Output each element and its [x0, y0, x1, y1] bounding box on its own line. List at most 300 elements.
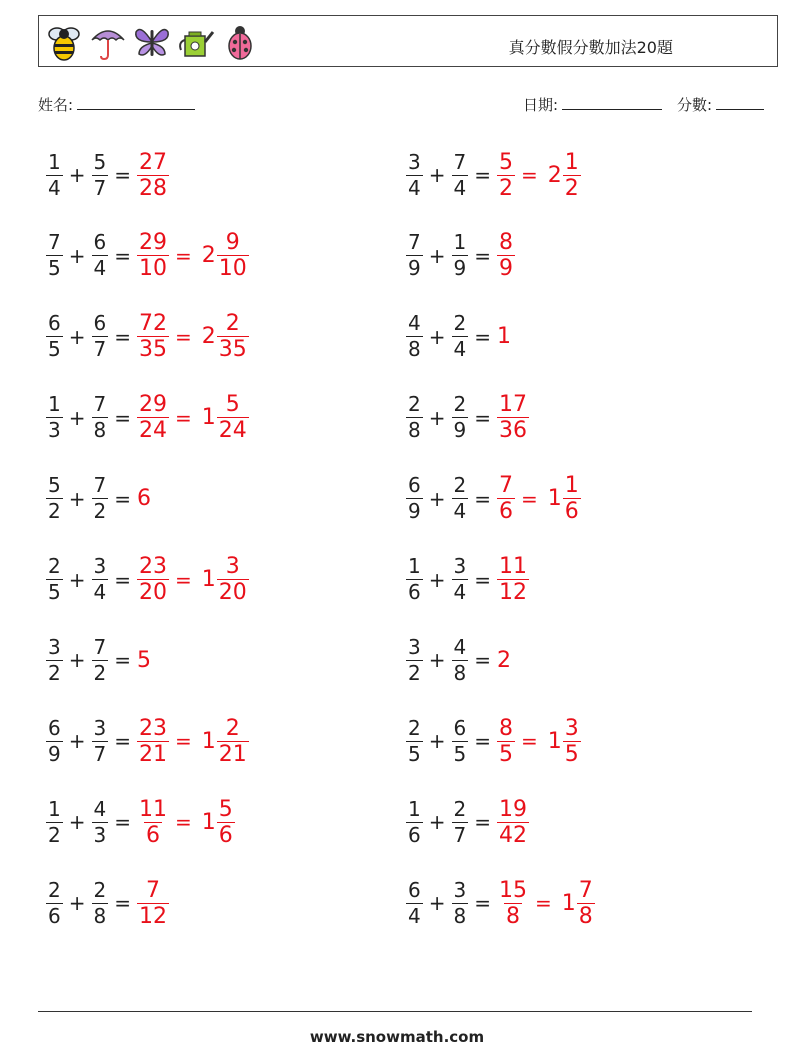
addend-b-numerator: 4 — [453, 634, 467, 659]
mixed-fraction-numerator: 7 — [578, 877, 593, 903]
addend-a-numerator: 2 — [48, 554, 61, 578]
equals-sign: = — [114, 567, 131, 592]
addend-a-numerator: 3 — [408, 634, 421, 659]
date-blank[interactable] — [562, 95, 662, 110]
answer — [137, 797, 235, 848]
addend-b-denominator: 8 — [453, 660, 467, 685]
addend-b — [452, 716, 469, 767]
answer-fraction — [497, 554, 529, 605]
score-label: 分數: — [677, 96, 713, 114]
addend-a-denominator: 6 — [408, 580, 421, 604]
addend-a — [406, 635, 423, 686]
answer — [137, 486, 151, 511]
addend-b — [92, 797, 109, 848]
equals-sign: = — [114, 163, 131, 187]
answer-fraction-numerator: 8 — [499, 230, 513, 256]
mixed-whole: 2 — [201, 324, 216, 350]
addend-b-denominator: 8 — [93, 418, 107, 443]
footer-divider — [38, 1011, 752, 1012]
plus-sign: + — [428, 243, 446, 268]
addend-a-denominator: 4 — [408, 175, 421, 200]
addend-b — [452, 473, 469, 524]
equals-sign: = — [474, 486, 491, 511]
answer-fraction-numerator: 23 — [139, 554, 167, 579]
addend-a-numerator: 2 — [48, 877, 61, 902]
answer-fraction — [137, 230, 169, 281]
addend-a-denominator: 2 — [48, 822, 61, 847]
answer-fraction — [137, 150, 169, 201]
answer-fraction-numerator: 17 — [499, 392, 527, 418]
addend-a — [46, 716, 63, 767]
addend-b-numerator: 6 — [453, 715, 467, 740]
answer-equals-sign: = — [521, 729, 538, 754]
addend-b — [452, 554, 469, 605]
addend-a — [46, 878, 63, 929]
answer-fraction — [497, 230, 515, 281]
answer — [497, 473, 581, 524]
answer-integer: 5 — [137, 647, 151, 673]
addend-a-denominator: 3 — [48, 418, 61, 443]
equals-sign: = — [114, 243, 131, 268]
addend-a-numerator: 7 — [408, 230, 421, 255]
answer-fraction-numerator: 27 — [139, 149, 167, 175]
plus-sign: + — [428, 810, 446, 835]
name-blank[interactable] — [77, 95, 195, 110]
answer-fraction-denominator: 9 — [499, 256, 513, 282]
addend-a-denominator: 5 — [48, 337, 61, 362]
addend-b — [92, 554, 109, 605]
problem-1 — [46, 143, 169, 207]
addend-b-numerator: 7 — [453, 149, 467, 174]
score-field — [677, 94, 764, 115]
addend-a-numerator: 5 — [48, 473, 61, 498]
addend-b-numerator: 7 — [93, 392, 107, 417]
mixed-fraction-denominator: 6 — [564, 499, 579, 525]
addend-b-denominator: 4 — [453, 175, 467, 200]
problem-3 — [46, 224, 249, 288]
plus-sign: + — [68, 324, 86, 349]
addend-b — [92, 716, 109, 767]
addend-a-numerator: 3 — [408, 149, 421, 174]
addend-b-denominator: 4 — [93, 580, 107, 604]
problem-11 — [46, 548, 249, 612]
answer-fraction — [497, 473, 515, 524]
addend-a-denominator: 9 — [408, 256, 421, 281]
addend-b-denominator: 8 — [453, 903, 467, 928]
mixed-whole: 2 — [201, 243, 216, 269]
addend-a — [406, 473, 423, 524]
problem-13 — [46, 628, 151, 692]
mixed-fraction — [217, 716, 249, 767]
addend-a-numerator: 4 — [408, 311, 421, 336]
answer-equals-sign: = — [175, 405, 192, 430]
addend-b-denominator: 4 — [93, 256, 107, 281]
addend-b-numerator: 7 — [93, 473, 107, 498]
mixed-whole: 1 — [201, 567, 216, 592]
mixed-fraction-denominator: 21 — [218, 741, 247, 767]
answer-fraction — [137, 878, 169, 929]
addend-b-numerator: 3 — [453, 877, 467, 902]
addend-b-denominator: 7 — [93, 741, 107, 766]
addend-b — [92, 635, 109, 686]
mixed-fraction-numerator: 5 — [225, 392, 240, 418]
addend-b — [452, 230, 469, 281]
addend-b-numerator: 3 — [453, 554, 467, 578]
addend-b-numerator: 4 — [93, 796, 107, 821]
answer-equals-sign: = — [175, 567, 192, 592]
answer — [137, 716, 249, 767]
answer-fraction — [497, 878, 529, 929]
addend-b-denominator: 7 — [453, 822, 467, 847]
mixed-fraction-numerator: 3 — [225, 554, 240, 579]
answer-fraction-denominator: 42 — [499, 822, 527, 848]
addend-b — [452, 878, 469, 929]
mixed-fraction-numerator: 9 — [225, 230, 240, 256]
plus-sign: + — [428, 891, 446, 916]
date-label: 日期: — [523, 96, 559, 114]
addend-a-numerator: 1 — [408, 796, 421, 821]
answer-fraction-denominator: 5 — [499, 741, 513, 767]
answer-fraction-numerator: 29 — [139, 230, 167, 256]
answer — [497, 648, 511, 673]
addend-a — [406, 554, 423, 605]
problem-5 — [46, 305, 249, 369]
answer — [137, 150, 169, 201]
score-blank[interactable] — [716, 95, 764, 110]
answer-fraction-numerator: 15 — [499, 877, 527, 903]
addend-a-numerator: 1 — [48, 796, 61, 821]
addend-a-denominator: 4 — [408, 903, 421, 928]
plus-sign: + — [68, 243, 86, 268]
equals-sign: = — [474, 891, 491, 916]
equals-sign: = — [114, 486, 131, 511]
addend-a-numerator: 6 — [48, 311, 61, 336]
addend-b-denominator: 2 — [93, 499, 107, 524]
footer-site: www.snowmath.com — [309, 1028, 485, 1046]
answer — [137, 392, 249, 443]
answer-fraction-numerator: 29 — [139, 392, 167, 418]
addend-a — [46, 150, 63, 201]
answer-fraction-numerator: 7 — [499, 473, 513, 499]
mixed-fraction-denominator: 35 — [218, 337, 247, 363]
mixed-fraction-denominator: 6 — [218, 822, 233, 848]
answer-fraction — [137, 797, 169, 848]
mixed-fraction-denominator: 8 — [578, 903, 593, 929]
addend-b-denominator: 3 — [93, 822, 107, 847]
addend-a — [406, 797, 423, 848]
addend-a-denominator: 4 — [48, 175, 61, 200]
addend-a-denominator: 8 — [408, 337, 421, 362]
answer-fraction-denominator: 21 — [139, 741, 167, 767]
mixed-fraction-numerator: 2 — [225, 311, 240, 337]
addend-b — [452, 635, 469, 686]
answer-fraction-numerator: 72 — [139, 311, 167, 337]
bee-icon — [45, 22, 83, 62]
addend-a — [406, 392, 423, 443]
addend-b-denominator: 4 — [453, 337, 467, 362]
addend-a — [406, 150, 423, 201]
answer-integer: 1 — [497, 324, 511, 350]
problem-10 — [406, 467, 581, 531]
problem-16 — [406, 709, 581, 773]
addend-a-denominator: 9 — [408, 499, 421, 524]
addend-a — [46, 473, 63, 524]
addend-b-numerator: 2 — [453, 311, 467, 336]
addend-b-denominator: 5 — [453, 741, 467, 766]
answer — [497, 797, 529, 848]
plus-sign: + — [68, 810, 86, 835]
addend-a-denominator: 8 — [408, 418, 421, 443]
addend-a — [46, 635, 63, 686]
name-field — [38, 94, 195, 115]
addend-a-numerator: 6 — [408, 473, 421, 498]
watering-can-icon — [177, 22, 215, 62]
mixed-whole: 2 — [547, 162, 562, 188]
equals-sign: = — [474, 163, 491, 187]
equals-sign: = — [114, 324, 131, 349]
addend-a-numerator: 1 — [408, 554, 421, 578]
addend-b — [92, 878, 109, 929]
addend-b-numerator: 2 — [453, 796, 467, 821]
addend-b — [452, 311, 469, 362]
addend-a — [406, 311, 423, 362]
plus-sign: + — [428, 729, 446, 754]
addend-b — [92, 392, 109, 443]
umbrella-icon — [89, 22, 127, 62]
mixed-fraction — [217, 392, 249, 443]
answer-fraction — [137, 716, 169, 767]
equals-sign: = — [474, 405, 491, 430]
plus-sign: + — [428, 405, 446, 430]
addend-a-numerator: 6 — [408, 877, 421, 902]
answer-equals-sign: = — [521, 163, 538, 187]
addend-b — [452, 392, 469, 443]
answer-fraction-denominator: 8 — [506, 903, 520, 929]
problem-12 — [406, 548, 529, 612]
answer — [497, 716, 581, 767]
addend-b-numerator: 3 — [93, 715, 107, 740]
answer-fraction-numerator: 8 — [499, 715, 513, 741]
addend-b-denominator: 4 — [453, 499, 467, 524]
mixed-fraction-numerator: 1 — [564, 149, 579, 175]
answer-fraction-denominator: 12 — [499, 580, 527, 605]
answer-fraction-denominator: 12 — [139, 903, 167, 929]
answer-fraction-denominator: 6 — [499, 499, 513, 525]
equals-sign: = — [114, 810, 131, 835]
answer-fraction-denominator: 20 — [139, 580, 167, 605]
answer-equals-sign: = — [521, 486, 538, 511]
equals-sign: = — [474, 567, 491, 592]
answer-fraction-numerator: 11 — [139, 796, 167, 822]
name-label: 姓名: — [38, 96, 74, 114]
plus-sign: + — [68, 648, 86, 673]
plus-sign: + — [68, 405, 86, 430]
answer-fraction-denominator: 6 — [146, 822, 160, 848]
mixed-fraction-numerator: 2 — [225, 715, 240, 741]
addend-a-denominator: 5 — [48, 256, 61, 281]
addend-b-numerator: 2 — [453, 473, 467, 498]
addend-a — [46, 311, 63, 362]
addend-a-numerator: 3 — [48, 634, 61, 659]
addend-a-denominator: 6 — [408, 822, 421, 847]
mixed-fraction — [217, 554, 249, 605]
addend-b-denominator: 7 — [93, 337, 107, 362]
addend-a-numerator: 7 — [48, 230, 61, 255]
answer-equals-sign: = — [175, 243, 192, 268]
problem-7 — [46, 386, 249, 450]
mixed-fraction-denominator: 5 — [564, 741, 579, 767]
mixed-fraction-numerator: 5 — [218, 796, 233, 822]
answer-fraction-denominator: 35 — [139, 337, 167, 363]
addend-b-denominator: 2 — [93, 660, 107, 685]
problem-20 — [406, 871, 595, 935]
answer-fraction — [497, 797, 529, 848]
addend-b-numerator: 2 — [453, 392, 467, 417]
equals-sign: = — [114, 405, 131, 430]
mixed-fraction-denominator: 20 — [218, 580, 247, 605]
answer-fraction-numerator: 19 — [499, 796, 527, 822]
equals-sign: = — [114, 648, 131, 673]
problem-19 — [46, 871, 169, 935]
problem-18 — [406, 790, 529, 854]
butterfly-icon — [133, 22, 171, 62]
addend-b — [92, 473, 109, 524]
plus-sign: + — [68, 163, 86, 187]
mixed-fraction — [563, 150, 581, 201]
mixed-fraction — [217, 230, 249, 281]
equals-sign: = — [114, 729, 131, 754]
addend-a — [46, 230, 63, 281]
answer — [137, 878, 169, 929]
problem-2 — [406, 143, 581, 207]
mixed-fraction-numerator: 1 — [564, 473, 579, 499]
addend-a-denominator: 5 — [48, 580, 61, 604]
addend-a-numerator: 1 — [48, 149, 61, 174]
equals-sign: = — [474, 324, 491, 349]
answer-fraction — [497, 716, 515, 767]
answer — [137, 648, 151, 673]
mixed-whole: 1 — [201, 405, 216, 431]
problem-8 — [406, 386, 529, 450]
equals-sign: = — [474, 729, 491, 754]
mixed-fraction-denominator: 2 — [564, 175, 579, 201]
answer-fraction-numerator: 23 — [139, 715, 167, 741]
ladybug-icon — [221, 22, 259, 62]
equals-sign: = — [474, 810, 491, 835]
plus-sign: + — [428, 486, 446, 511]
answer-fraction-numerator: 7 — [146, 877, 160, 903]
answer — [497, 554, 529, 605]
plus-sign: + — [68, 729, 86, 754]
answer-fraction — [497, 150, 515, 201]
problem-14 — [406, 628, 511, 692]
problem-15 — [46, 709, 249, 773]
addend-a — [406, 716, 423, 767]
answer — [497, 230, 515, 281]
addend-a — [46, 392, 63, 443]
answer — [497, 392, 529, 443]
addend-b-denominator: 9 — [453, 256, 467, 281]
plus-sign: + — [68, 567, 86, 592]
addend-b-numerator: 3 — [93, 554, 107, 578]
addend-a-numerator: 1 — [48, 392, 61, 417]
problem-17 — [46, 790, 235, 854]
addend-a — [406, 878, 423, 929]
addend-b — [452, 797, 469, 848]
mixed-whole: 1 — [547, 728, 562, 754]
answer-equals-sign: = — [535, 891, 552, 916]
mixed-fraction-denominator: 24 — [218, 418, 247, 444]
mixed-fraction-denominator: 10 — [218, 256, 247, 282]
mixed-fraction — [577, 878, 595, 929]
mixed-whole: 1 — [201, 809, 216, 835]
mixed-fraction — [217, 311, 249, 362]
answer — [137, 230, 249, 281]
addend-a — [46, 554, 63, 605]
equals-sign: = — [474, 648, 491, 673]
answer — [497, 878, 595, 929]
plus-sign: + — [428, 567, 446, 592]
plus-sign: + — [428, 648, 446, 673]
addend-b-numerator: 6 — [93, 311, 107, 336]
mixed-fraction — [217, 797, 235, 848]
answer-equals-sign: = — [175, 729, 192, 754]
answer-fraction — [137, 554, 169, 605]
addend-b-denominator: 7 — [93, 175, 107, 200]
date-field — [523, 94, 662, 115]
answer-integer: 6 — [137, 486, 151, 512]
plus-sign: + — [428, 324, 446, 349]
addend-b-numerator: 6 — [93, 230, 107, 255]
problem-6 — [406, 305, 511, 369]
plus-sign: + — [68, 486, 86, 511]
addend-a-denominator: 2 — [48, 499, 61, 524]
answer-fraction-numerator: 5 — [499, 149, 513, 175]
addend-a — [406, 230, 423, 281]
answer-fraction — [137, 392, 169, 443]
answer-fraction-denominator: 24 — [139, 418, 167, 444]
addend-a-numerator: 6 — [48, 715, 61, 740]
addend-b-numerator: 7 — [93, 634, 107, 659]
answer-fraction — [497, 392, 529, 443]
addend-b — [92, 150, 109, 201]
mixed-fraction-numerator: 3 — [564, 715, 579, 741]
icon-strip — [45, 22, 259, 62]
mixed-whole: 1 — [547, 486, 562, 512]
equals-sign: = — [114, 891, 131, 916]
problem-9 — [46, 467, 151, 531]
answer — [137, 311, 249, 362]
plus-sign: + — [68, 891, 86, 916]
mixed-fraction — [563, 473, 581, 524]
addend-a-numerator: 2 — [408, 715, 421, 740]
addend-b — [452, 150, 469, 201]
mixed-fraction — [563, 716, 581, 767]
addend-a-denominator: 2 — [48, 660, 61, 685]
worksheet-title: 真分數假分數加法20題 — [508, 38, 673, 57]
plus-sign: + — [428, 163, 446, 187]
addend-b — [92, 311, 109, 362]
addend-a-denominator: 2 — [408, 660, 421, 685]
answer-fraction-denominator: 36 — [499, 418, 527, 444]
header-box — [38, 15, 778, 67]
mixed-whole: 1 — [561, 890, 576, 916]
answer — [137, 554, 249, 605]
answer-integer: 2 — [497, 647, 511, 673]
addend-b — [92, 230, 109, 281]
addend-a — [46, 797, 63, 848]
addend-a-denominator: 5 — [408, 741, 421, 766]
